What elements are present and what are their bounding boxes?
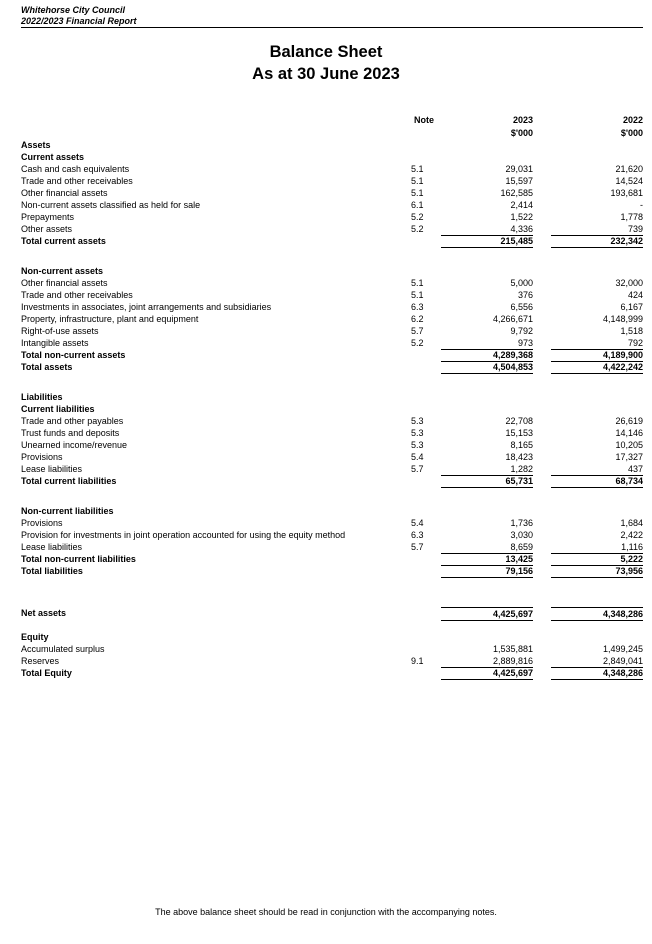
value-2022: 1,778 bbox=[620, 212, 643, 222]
value-2022: 21,620 bbox=[615, 164, 643, 174]
value-2023: 162,585 bbox=[500, 188, 533, 198]
page-subtitle: As at 30 June 2023 bbox=[252, 65, 400, 83]
value-2023: 4,504,853 bbox=[441, 361, 533, 374]
value-2023: 4,425,697 bbox=[441, 607, 533, 621]
value-2023: 215,485 bbox=[441, 235, 533, 248]
table-row bbox=[21, 475, 643, 487]
value-2023: 1,535,881 bbox=[492, 644, 533, 654]
row-label: Trade and other receivables bbox=[21, 176, 133, 186]
table-row bbox=[21, 643, 643, 655]
value-2023: 1,736 bbox=[510, 518, 533, 528]
table-row bbox=[21, 553, 643, 565]
value-2022: 4,422,242 bbox=[551, 361, 643, 374]
row-note: 5.4 bbox=[411, 452, 424, 462]
value-2023: 4,425,697 bbox=[441, 667, 533, 680]
table-row bbox=[21, 427, 643, 439]
row-label: Non-current assets classified as held for sale bbox=[21, 200, 201, 210]
value-2022: 424 bbox=[627, 290, 643, 300]
row-label: Provisions bbox=[21, 452, 63, 462]
table-row bbox=[21, 163, 643, 175]
row-label: Trade and other payables bbox=[21, 416, 124, 426]
row-label: Non-current assets bbox=[21, 266, 104, 276]
row-note: 5.1 bbox=[411, 164, 424, 174]
row-note: 5.1 bbox=[411, 278, 424, 288]
value-2023: 2,414 bbox=[510, 200, 533, 210]
value-2023: 6,556 bbox=[510, 302, 533, 312]
row-label: Provisions bbox=[21, 518, 63, 528]
row-note: 5.7 bbox=[411, 326, 424, 336]
year-2022-header: 2022 bbox=[622, 115, 643, 125]
report-name: 2022/2023 Financial Report bbox=[21, 16, 643, 28]
value-2022: 6,167 bbox=[620, 302, 643, 312]
org-name: Whitehorse City Council bbox=[21, 5, 126, 15]
value-2023: 18,423 bbox=[505, 452, 533, 462]
value-2023: 4,289,368 bbox=[441, 349, 533, 362]
value-2022: 68,734 bbox=[551, 475, 643, 488]
year-2023-header: 2023 bbox=[512, 115, 533, 125]
row-label: Prepayments bbox=[21, 212, 75, 222]
row-label: Total liabilities bbox=[21, 566, 83, 576]
row-note: 5.2 bbox=[411, 224, 424, 234]
value-2023: 4,266,671 bbox=[492, 314, 533, 324]
row-label: Total current liabilities bbox=[21, 476, 117, 486]
table-row bbox=[21, 349, 643, 361]
value-2023: 15,597 bbox=[505, 176, 533, 186]
row-label: Total non-current assets bbox=[21, 350, 126, 360]
row-note: 6.2 bbox=[411, 314, 424, 324]
row-label: Accumulated surplus bbox=[21, 644, 105, 654]
value-2022: 739 bbox=[551, 223, 643, 236]
row-label: Assets bbox=[21, 140, 51, 150]
table-row bbox=[21, 325, 643, 337]
unit-2022-header: $'000 bbox=[620, 128, 643, 138]
row-note: 5.1 bbox=[411, 290, 424, 300]
table-row bbox=[21, 667, 643, 679]
page-title: Balance Sheet bbox=[269, 43, 383, 61]
value-2023: 973 bbox=[441, 337, 533, 350]
table-row bbox=[21, 631, 643, 643]
table-row bbox=[21, 505, 643, 517]
table-row bbox=[21, 175, 643, 187]
table-row bbox=[21, 655, 643, 667]
value-2023: 4,336 bbox=[441, 223, 533, 236]
row-label: Lease liabilities bbox=[21, 542, 83, 552]
value-2022: 4,148,999 bbox=[602, 314, 643, 324]
table-row bbox=[21, 139, 643, 151]
row-label: Current liabilities bbox=[21, 404, 95, 414]
row-label: Current assets bbox=[21, 152, 85, 162]
value-2022: 4,348,286 bbox=[551, 607, 643, 621]
table-row bbox=[21, 235, 643, 247]
table-row bbox=[21, 265, 643, 277]
row-label: Other financial assets bbox=[21, 278, 108, 288]
table-row bbox=[21, 277, 643, 289]
value-2022: 1,499,245 bbox=[602, 644, 643, 654]
value-2023: 13,425 bbox=[441, 553, 533, 566]
table-row bbox=[21, 607, 643, 619]
value-2022: 14,146 bbox=[615, 428, 643, 438]
table-row bbox=[21, 301, 643, 313]
value-2023: 79,156 bbox=[441, 565, 533, 578]
row-note: 6.1 bbox=[411, 200, 424, 210]
value-2022: 792 bbox=[551, 337, 643, 350]
value-2022: 232,342 bbox=[551, 235, 643, 248]
row-note: 5.2 bbox=[411, 212, 424, 222]
value-2022: 17,327 bbox=[615, 452, 643, 462]
row-note: 5.7 bbox=[411, 542, 424, 552]
value-2022: 1,684 bbox=[620, 518, 643, 528]
value-2023: 15,153 bbox=[505, 428, 533, 438]
table-row bbox=[21, 463, 643, 475]
row-label: Reserves bbox=[21, 656, 60, 666]
value-2023: 65,731 bbox=[441, 475, 533, 488]
row-note: 5.3 bbox=[411, 416, 424, 426]
row-label: Total non-current liabilities bbox=[21, 554, 136, 564]
table-row bbox=[21, 361, 643, 373]
row-label: Right-of-use assets bbox=[21, 326, 99, 336]
value-2022: 2,849,041 bbox=[551, 655, 643, 668]
row-label: Investments in associates, joint arrangements and subsidiaries bbox=[21, 302, 272, 312]
row-label: Equity bbox=[21, 632, 49, 642]
row-label: Liabilities bbox=[21, 392, 63, 402]
note-column-header: Note bbox=[414, 115, 434, 125]
row-label: Other assets bbox=[21, 224, 73, 234]
row-label: Total Equity bbox=[21, 668, 72, 678]
row-label: Total current assets bbox=[21, 236, 106, 246]
value-2022: 437 bbox=[551, 463, 643, 476]
row-label: Cash and cash equivalents bbox=[21, 164, 130, 174]
value-2023: 1,522 bbox=[510, 212, 533, 222]
value-2022: 26,619 bbox=[615, 416, 643, 426]
value-2023: 376 bbox=[517, 290, 533, 300]
value-2022: 4,348,286 bbox=[551, 667, 643, 680]
value-2022: 5,222 bbox=[551, 553, 643, 566]
value-2022: 1,518 bbox=[620, 326, 643, 336]
table-row bbox=[21, 391, 643, 403]
row-label: Property, infrastructure, plant and equipment bbox=[21, 314, 199, 324]
value-2022: 14,524 bbox=[615, 176, 643, 186]
row-label: Intangible assets bbox=[21, 338, 89, 348]
table-row bbox=[21, 151, 643, 163]
table-row bbox=[21, 403, 643, 415]
value-2022: 10,205 bbox=[615, 440, 643, 450]
row-label: Total assets bbox=[21, 362, 73, 372]
table-row bbox=[21, 529, 643, 541]
value-2022: 73,956 bbox=[551, 565, 643, 578]
row-note: 6.3 bbox=[411, 530, 424, 540]
value-2022: 193,681 bbox=[610, 188, 643, 198]
value-2023: 2,889,816 bbox=[441, 655, 533, 668]
table-row bbox=[21, 451, 643, 463]
value-2023: 29,031 bbox=[505, 164, 533, 174]
row-note: 6.3 bbox=[411, 302, 424, 312]
row-label: Provision for investments in joint operation accounted for using the equity method bbox=[21, 530, 346, 540]
row-note: 5.4 bbox=[411, 518, 424, 528]
table-row bbox=[21, 415, 643, 427]
row-note: 5.3 bbox=[411, 428, 424, 438]
unit-2023-header: $'000 bbox=[510, 128, 533, 138]
row-label: Trust funds and deposits bbox=[21, 428, 120, 438]
table-row bbox=[21, 541, 643, 553]
row-label: Lease liabilities bbox=[21, 464, 83, 474]
table-row bbox=[21, 313, 643, 325]
value-2023: 9,792 bbox=[510, 326, 533, 336]
row-note: 9.1 bbox=[411, 656, 424, 666]
table-row bbox=[21, 187, 643, 199]
row-note: 5.7 bbox=[411, 464, 424, 474]
table-row bbox=[21, 223, 643, 235]
footnote: The above balance sheet should be read in conjunction with the accompanying notes. bbox=[155, 907, 497, 917]
row-label: Trade and other receivables bbox=[21, 290, 133, 300]
table-row bbox=[21, 337, 643, 349]
row-note: 5.2 bbox=[411, 338, 424, 348]
table-row bbox=[21, 439, 643, 451]
row-label: Non-current liabilities bbox=[21, 506, 114, 516]
value-2022: 32,000 bbox=[615, 278, 643, 288]
table-row bbox=[21, 289, 643, 301]
table-row bbox=[21, 211, 643, 223]
row-label: Other financial assets bbox=[21, 188, 108, 198]
row-label: Net assets bbox=[21, 608, 67, 618]
value-2023: 1,282 bbox=[441, 463, 533, 476]
value-2023: 22,708 bbox=[505, 416, 533, 426]
value-2023: 8,165 bbox=[510, 440, 533, 450]
report-header bbox=[21, 5, 643, 28]
value-2023: 3,030 bbox=[510, 530, 533, 540]
value-2022: 2,422 bbox=[620, 530, 643, 540]
table-row bbox=[21, 517, 643, 529]
value-2022: 4,189,900 bbox=[551, 349, 643, 362]
row-note: 5.1 bbox=[411, 188, 424, 198]
table-row bbox=[21, 199, 643, 211]
row-note: 5.3 bbox=[411, 440, 424, 450]
value-2023: 8,659 bbox=[441, 541, 533, 554]
row-note: 5.1 bbox=[411, 176, 424, 186]
row-label: Unearned income/revenue bbox=[21, 440, 128, 450]
value-2022: 1,116 bbox=[551, 541, 643, 554]
value-2023: 5,000 bbox=[510, 278, 533, 288]
table-row bbox=[21, 565, 643, 577]
value-2022: - bbox=[640, 200, 643, 210]
